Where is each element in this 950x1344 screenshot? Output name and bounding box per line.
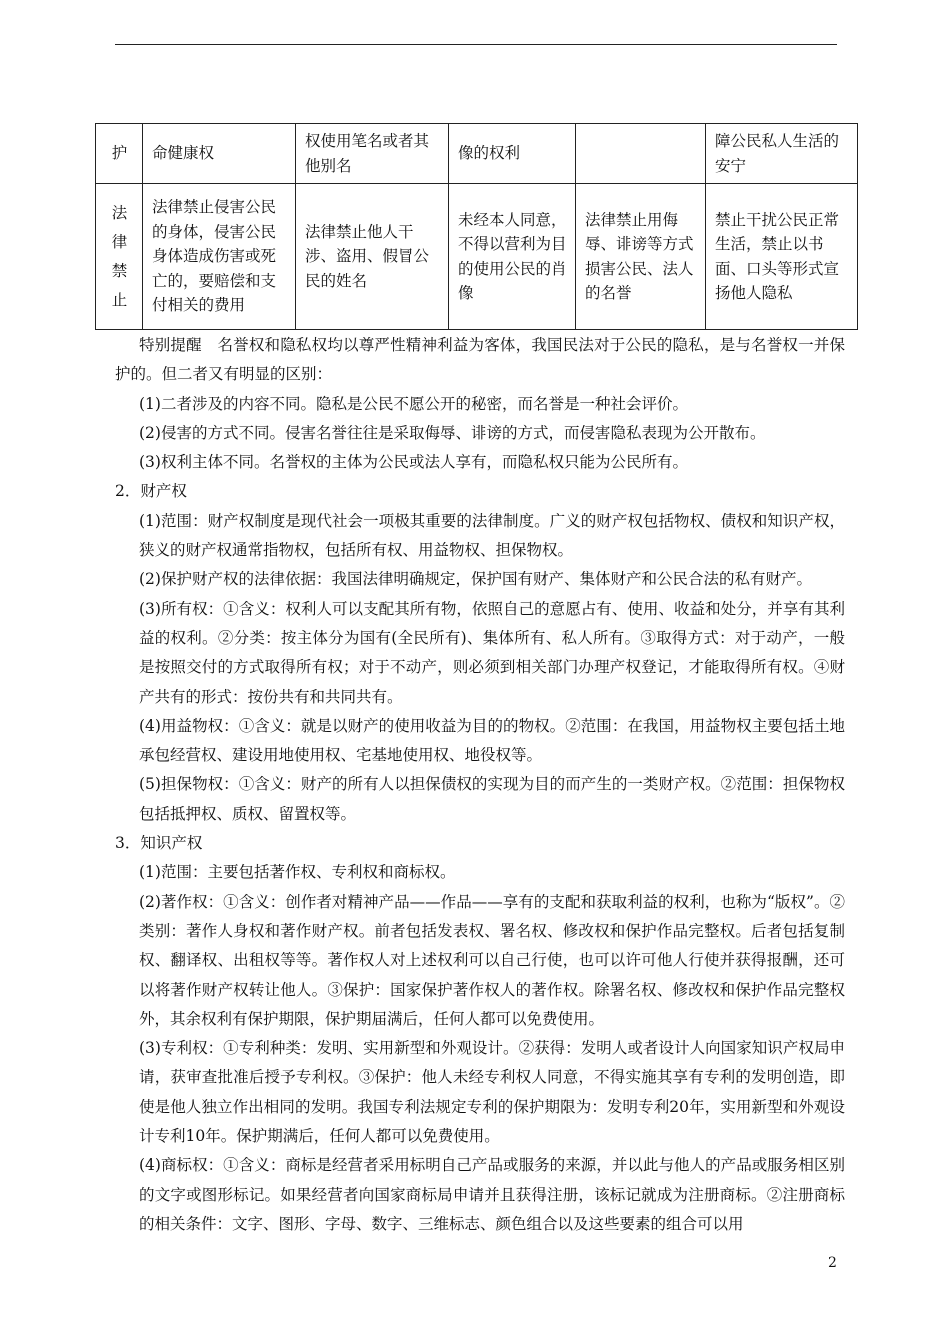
page-number: 2 <box>828 1255 837 1271</box>
paragraph: (4)商标权：①含义：商标是经营者采用标明自己产品或服务的来源，并以此与他人的产品或服务相区别的文字或图形标记。如果经营者向国家商标局申请并且获得注册，该标记就成为注册商标。②注册商标的相关条件：文字、图形、字母、数字、三维标志、颜色组合以及这些要素的组合可以用 <box>139 1156 845 1233</box>
table-cell: 法律禁止他人干涉、盗用、假冒公民的姓名 <box>296 184 449 330</box>
special-note: 特别提醒 名誉权和隐私权均以尊严性精神利益为客体，我国民法对于公民的隐私，是与名誉权一并保护的。但二者又有明显的区别： <box>115 336 845 384</box>
paragraph: (5)担保物权：①含义：财产的所有人以担保债权的实现为目的而产生的一类财产权。②范围：担保物权包括抵押权、质权、留置权等。 <box>139 775 845 823</box>
section-heading: 2．财产权 <box>115 482 187 501</box>
table-cell: 权使用笔名或者其他别名 <box>296 124 449 184</box>
table-row <box>96 124 858 184</box>
paragraph: (2)保护财产权的法律依据：我国法律明确规定，保护国有财产、集体财产和公民合法的私有财产。 <box>139 570 812 589</box>
paragraph: (1)范围：财产权制度是现代社会一项极其重要的法律制度。广义的财产权包括物权、债权和知识产权，狭义的财产权通常指物权，包括所有权、用益物权、担保物权。 <box>139 511 845 560</box>
table-cell <box>576 124 706 184</box>
row-label-char: 律 <box>111 232 128 251</box>
row-label-char: 法 <box>111 203 128 222</box>
paragraph: (1)范围：主要包括著作权、专利权和商标权。 <box>139 863 456 882</box>
header-rule <box>115 44 837 45</box>
table-cell: 护 <box>96 124 143 184</box>
rights-table <box>95 123 858 330</box>
table-cell: 未经本人同意，不得以营利为目的使用公民的肖像 <box>449 184 576 330</box>
paragraph: (3)所有权：①含义：权利人可以支配其所有物，依照自己的意愿占有、使用、收益和处分，并享有其利益的权利。②分类：按主体分为国有(全民所有)、集体所有、私人所有。③取得方式：对于动产，一般是按照交付的方式取得所有权；对于不动产，则必须到相关部门办理产权登记，才能取得所有权。④财产共有的形式：按份共有和共同共有。 <box>139 599 845 706</box>
paragraph: (4)用益物权：①含义：就是以财产的使用收益为目的的物权。②范围：在我国，用益物权主要包括土地承包经营权、建设用地使用权、宅基地使用权、地役权等。 <box>139 716 845 765</box>
table-row <box>96 184 858 330</box>
table-cell: 命健康权 <box>143 124 296 184</box>
paragraph: (2)侵害的方式不同。侵害名誉往往是采取侮辱、诽谤的方式，而侵害隐私表现为公开散布。 <box>139 423 766 442</box>
table-cell: 禁止干扰公民正常生活，禁止以书面、口头等形式宣扬他人隐私 <box>706 184 858 330</box>
body-text <box>115 331 845 1239</box>
table-cell: 法律禁止用侮辱、诽谤等方式损害公民、法人的名誉 <box>576 184 706 330</box>
table-cell: 像的权利 <box>449 124 576 184</box>
paragraph: (2)著作权：①含义：创作者对精神产品——作品——享有的支配和获取利益的权利，也称为“版权”。②类别：著作人身权和著作财产权。前者包括发表权、署名权、修改权和保护作品完整权。后者包括复制权、翻译权、出租权等等。著作权人对上述权利可以自己行使，也可以许可他人行使并获得报酬，还可以将著作财产权转让他人。③保护：国家保护著作权人的著作权。除署名权、修改权和保护作品完整权外，其余权利有保护期限，保护期届满后，任何人都可以免费使用。 <box>139 892 845 1028</box>
row-label-char: 禁 <box>111 261 128 280</box>
paragraph: (1)二者涉及的内容不同。隐私是公民不愿公开的秘密，而名誉是一种社会评价。 <box>139 394 688 413</box>
section-heading: 3．知识产权 <box>115 834 203 853</box>
table-cell: 法律禁止侵害公民的身体，侵害公民身体造成伤害或死亡的，要赔偿和支付相关的费用 <box>143 184 296 330</box>
row-label-law-prohibits <box>96 184 143 330</box>
paragraph: (3)权利主体不同。名誉权的主体为公民或法人享有，而隐私权只能为公民所有。 <box>139 453 688 472</box>
table-cell: 障公民私人生活的安宁 <box>706 124 858 184</box>
row-label-char: 止 <box>111 290 128 309</box>
paragraph: (3)专利权：①专利种类：发明、实用新型和外观设计。②获得：发明人或者设计人向国家知识产权局申请，获审查批准后授予专利权。③保护：他人未经专利权人同意，不得实施其享有专利的发明创造，即使是他人独立作出相同的发明。我国专利法规定专利的保护期限为：发明专利20年，实用新型和外观设计专利10年。保护期满后，任何人都可以免费使用。 <box>139 1039 845 1146</box>
